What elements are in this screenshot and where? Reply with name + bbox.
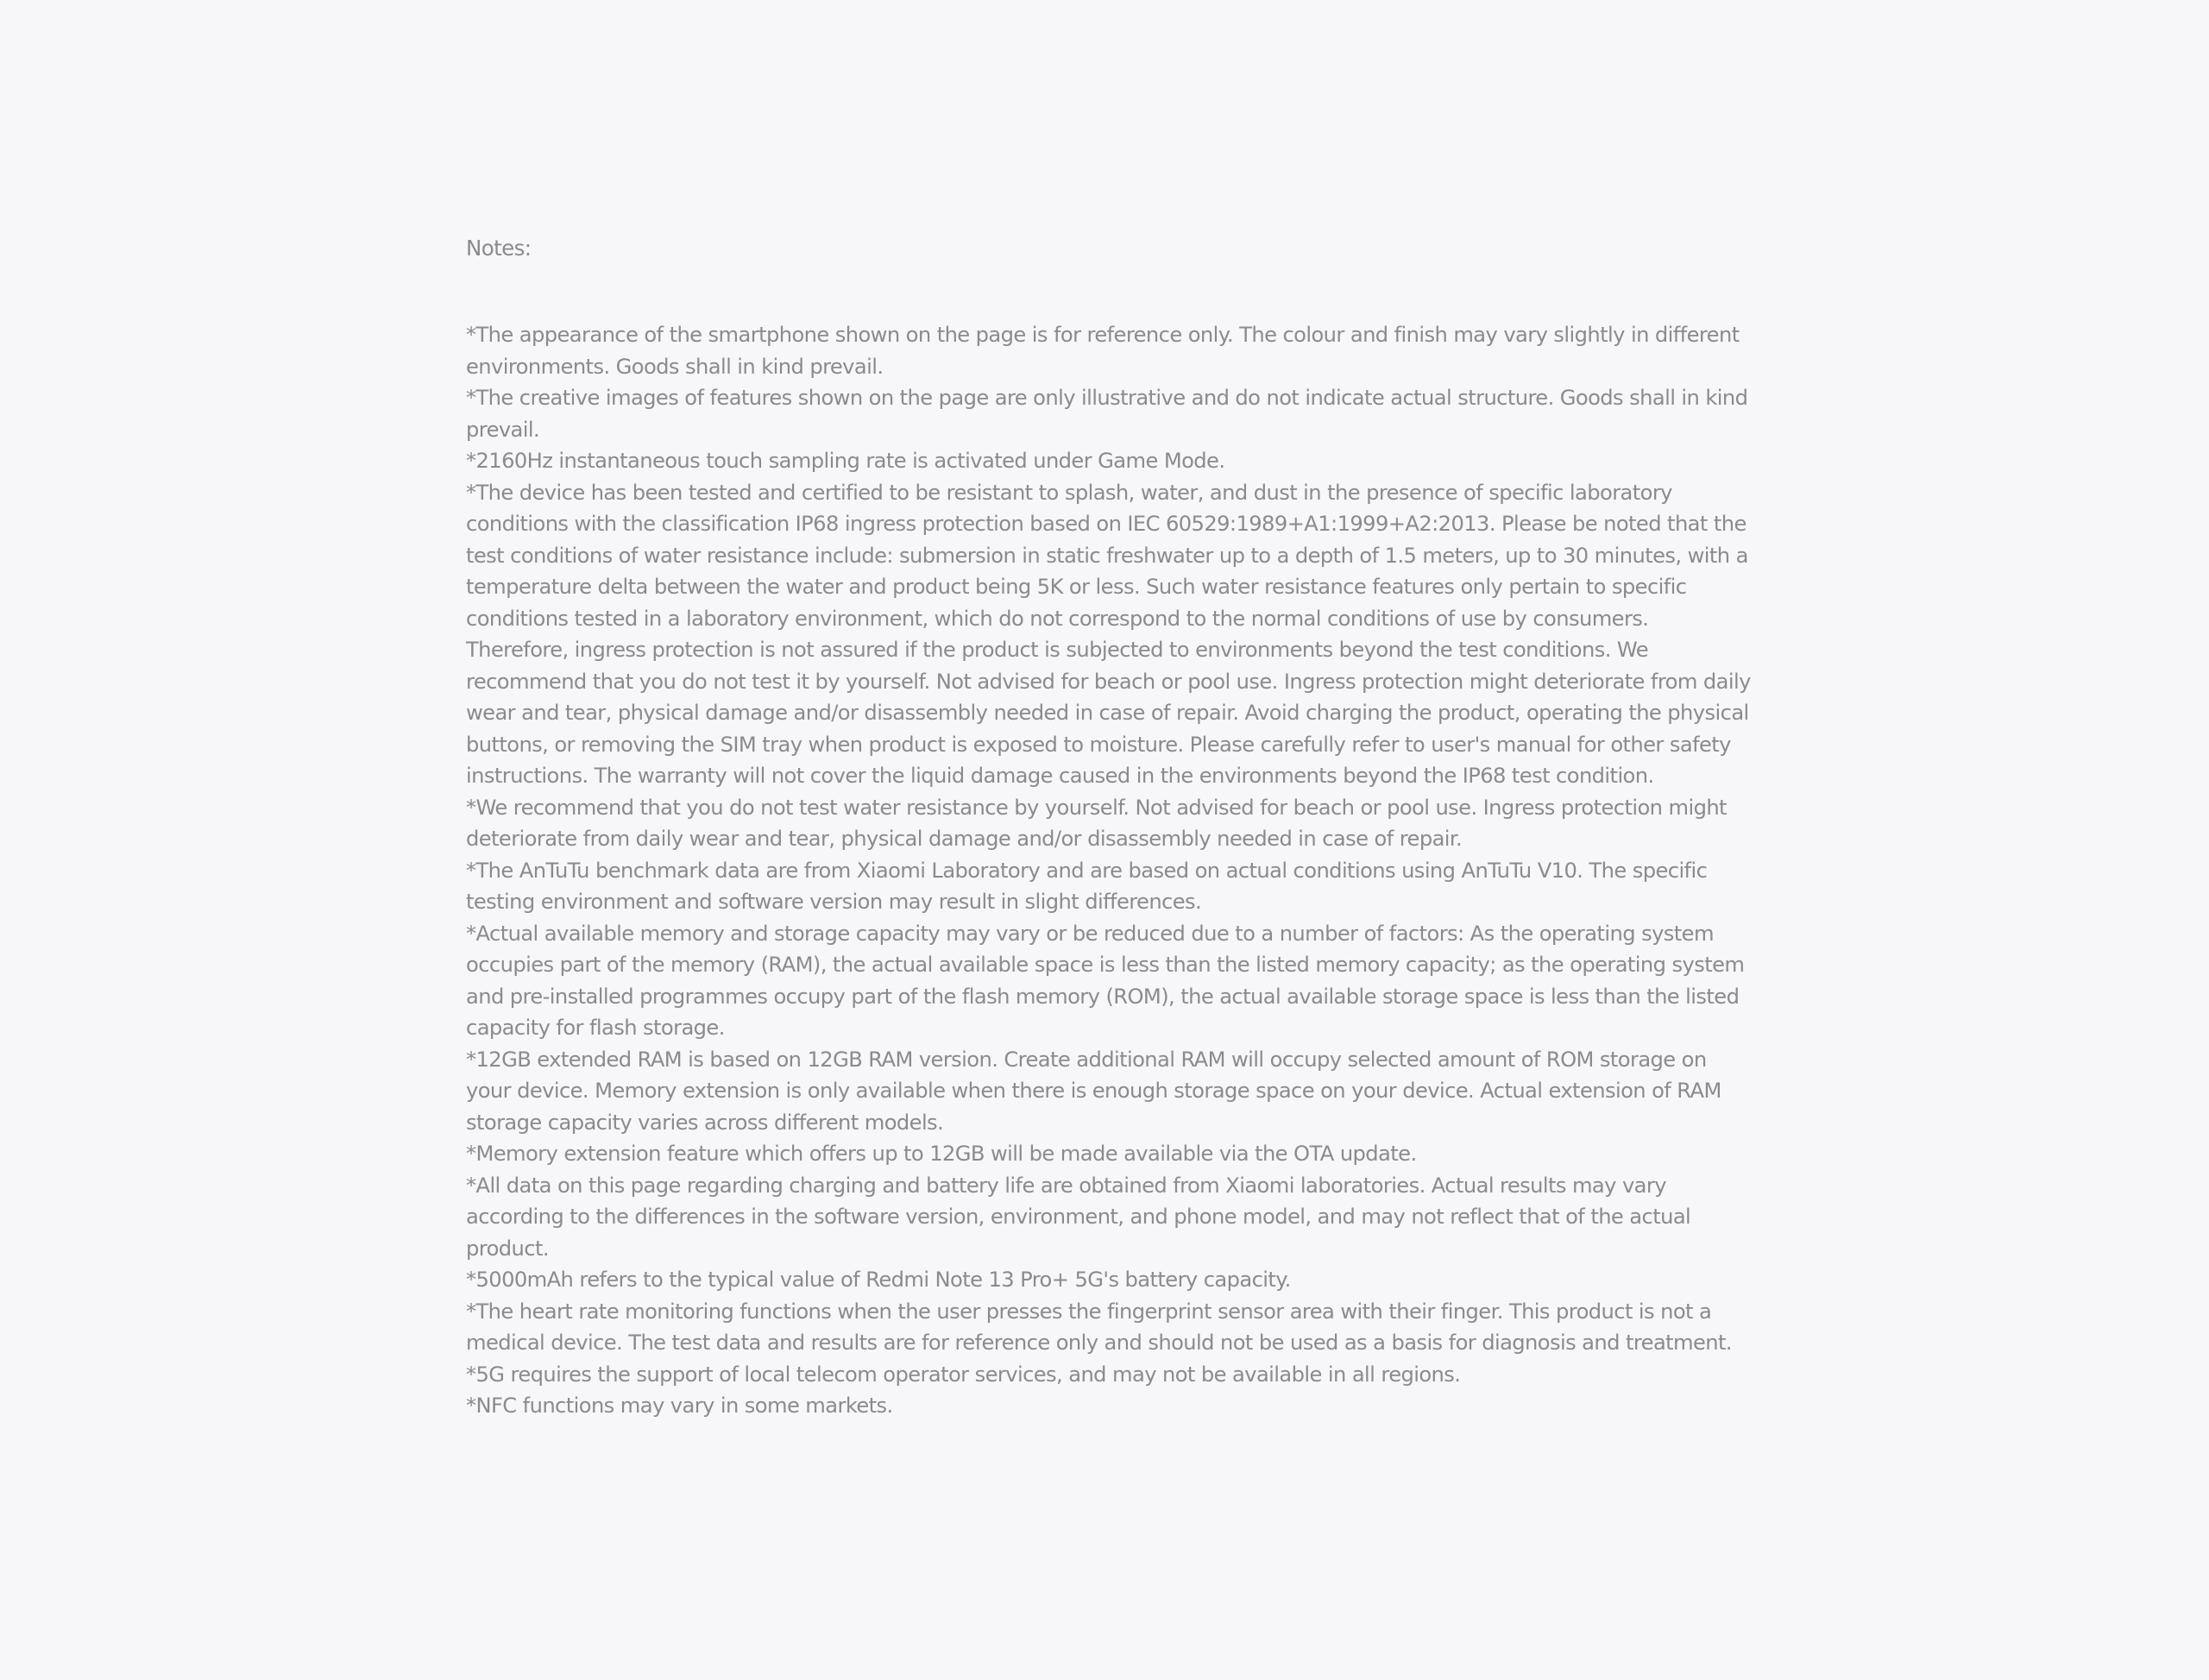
notes-title: Notes: xyxy=(466,236,532,261)
note-item: *The device has been tested and certified to be resistant to splash, water, and dust in the presence of specific laboratory conditions with the classification IP68 ingress protection based on IEC 60529:1989+A1:1999+A2:2013. Please be noted that the test conditions of water resistance include: submersion in static freshwater up to a depth of 1.5 meters, up to 30 minutes, with a temperature delta between the water and product being 5K or less. Such water resistance features only pertain to specific conditions tested in a laboratory environment, which do not correspond to the normal conditions of use by consumers. Therefore, ingress protection is not assured if the product is subjected to environments beyond the test conditions. We recommend that you do not test it by yourself. Not advised for beach or pool use. Ingress protection might deteriorate from daily wear and tear, physical damage and/or disassembly needed in case of repair. Avoid charging the product, operating the physical buttons, or removing the SIM tray when product is exposed to moisture. Please carefully refer to user's manual for other safety instructions. The warranty will not cover the liquid damage caused in the environments beyond the IP68 test condition. xyxy=(466,480,1751,788)
note-item: *All data on this page regarding charging and battery life are obtained from Xiaomi laboratories. Actual results may vary according to the differences in the software version, environment, and phone model, and may not reflect that of the actual product. xyxy=(466,1173,1691,1261)
note-item: *We recommend that you do not test water resistance by yourself. Not advised for beach or pool use. Ingress protection might deteriorate from daily wear and tear, physical damage and/or disassembly needed in case of repair. xyxy=(466,795,1727,851)
note-item: *The creative images of features shown on the page are only illustrative and do not indicate actual structure. Goods shall in kind prevail. xyxy=(466,386,1748,442)
note-item: *5000mAh refers to the typical value of Redmi Note 13 Pro+ 5G's battery capacity. xyxy=(466,1268,1291,1292)
note-item: *Memory extension feature which offers up to 12GB will be made available via the OTA update. xyxy=(466,1142,1417,1166)
note-item: *Actual available memory and storage capacity may vary or be reduced due to a number of factors: As the operating system occupies part of the memory (RAM), the actual available space is less than the listed memory capacity; as the operating system and pre-installed programmes occupy part of the flash memory (ROM), the actual available storage space is less than the listed capacity for flash storage. xyxy=(466,921,1745,1040)
notes-section xyxy=(466,233,1752,1422)
note-item: *NFC functions may vary in some markets. xyxy=(466,1394,893,1418)
note-item: *5G requires the support of local telecom operator services, and may not be available in all regions. xyxy=(466,1362,1461,1387)
note-item: *The appearance of the smartphone shown on the page is for reference only. The colour and finish may vary slightly in different environments. Goods shall in kind prevail. xyxy=(466,323,1740,379)
notes-list xyxy=(466,319,1752,1422)
note-item: *The AnTuTu benchmark data are from Xiaomi Laboratory and are based on actual conditions using AnTuTu V10. The specific testing environment and software version may result in slight differences. xyxy=(466,858,1708,914)
note-item: *2160Hz instantaneous touch sampling rate is activated under Game Mode. xyxy=(466,449,1225,473)
note-item: *12GB extended RAM is based on 12GB RAM version. Create additional RAM will occupy selected amount of ROM storage on your device. Memory extension is only available when there is enough storage space on your device. Actual extension of RAM storage capacity varies across different models. xyxy=(466,1047,1721,1135)
note-item: *The heart rate monitoring functions when the user presses the fingerprint sensor area with their finger. This product is not a medical device. The test data and results are for reference only and should not be used as a basis for diagnosis and treatment. xyxy=(466,1299,1733,1355)
